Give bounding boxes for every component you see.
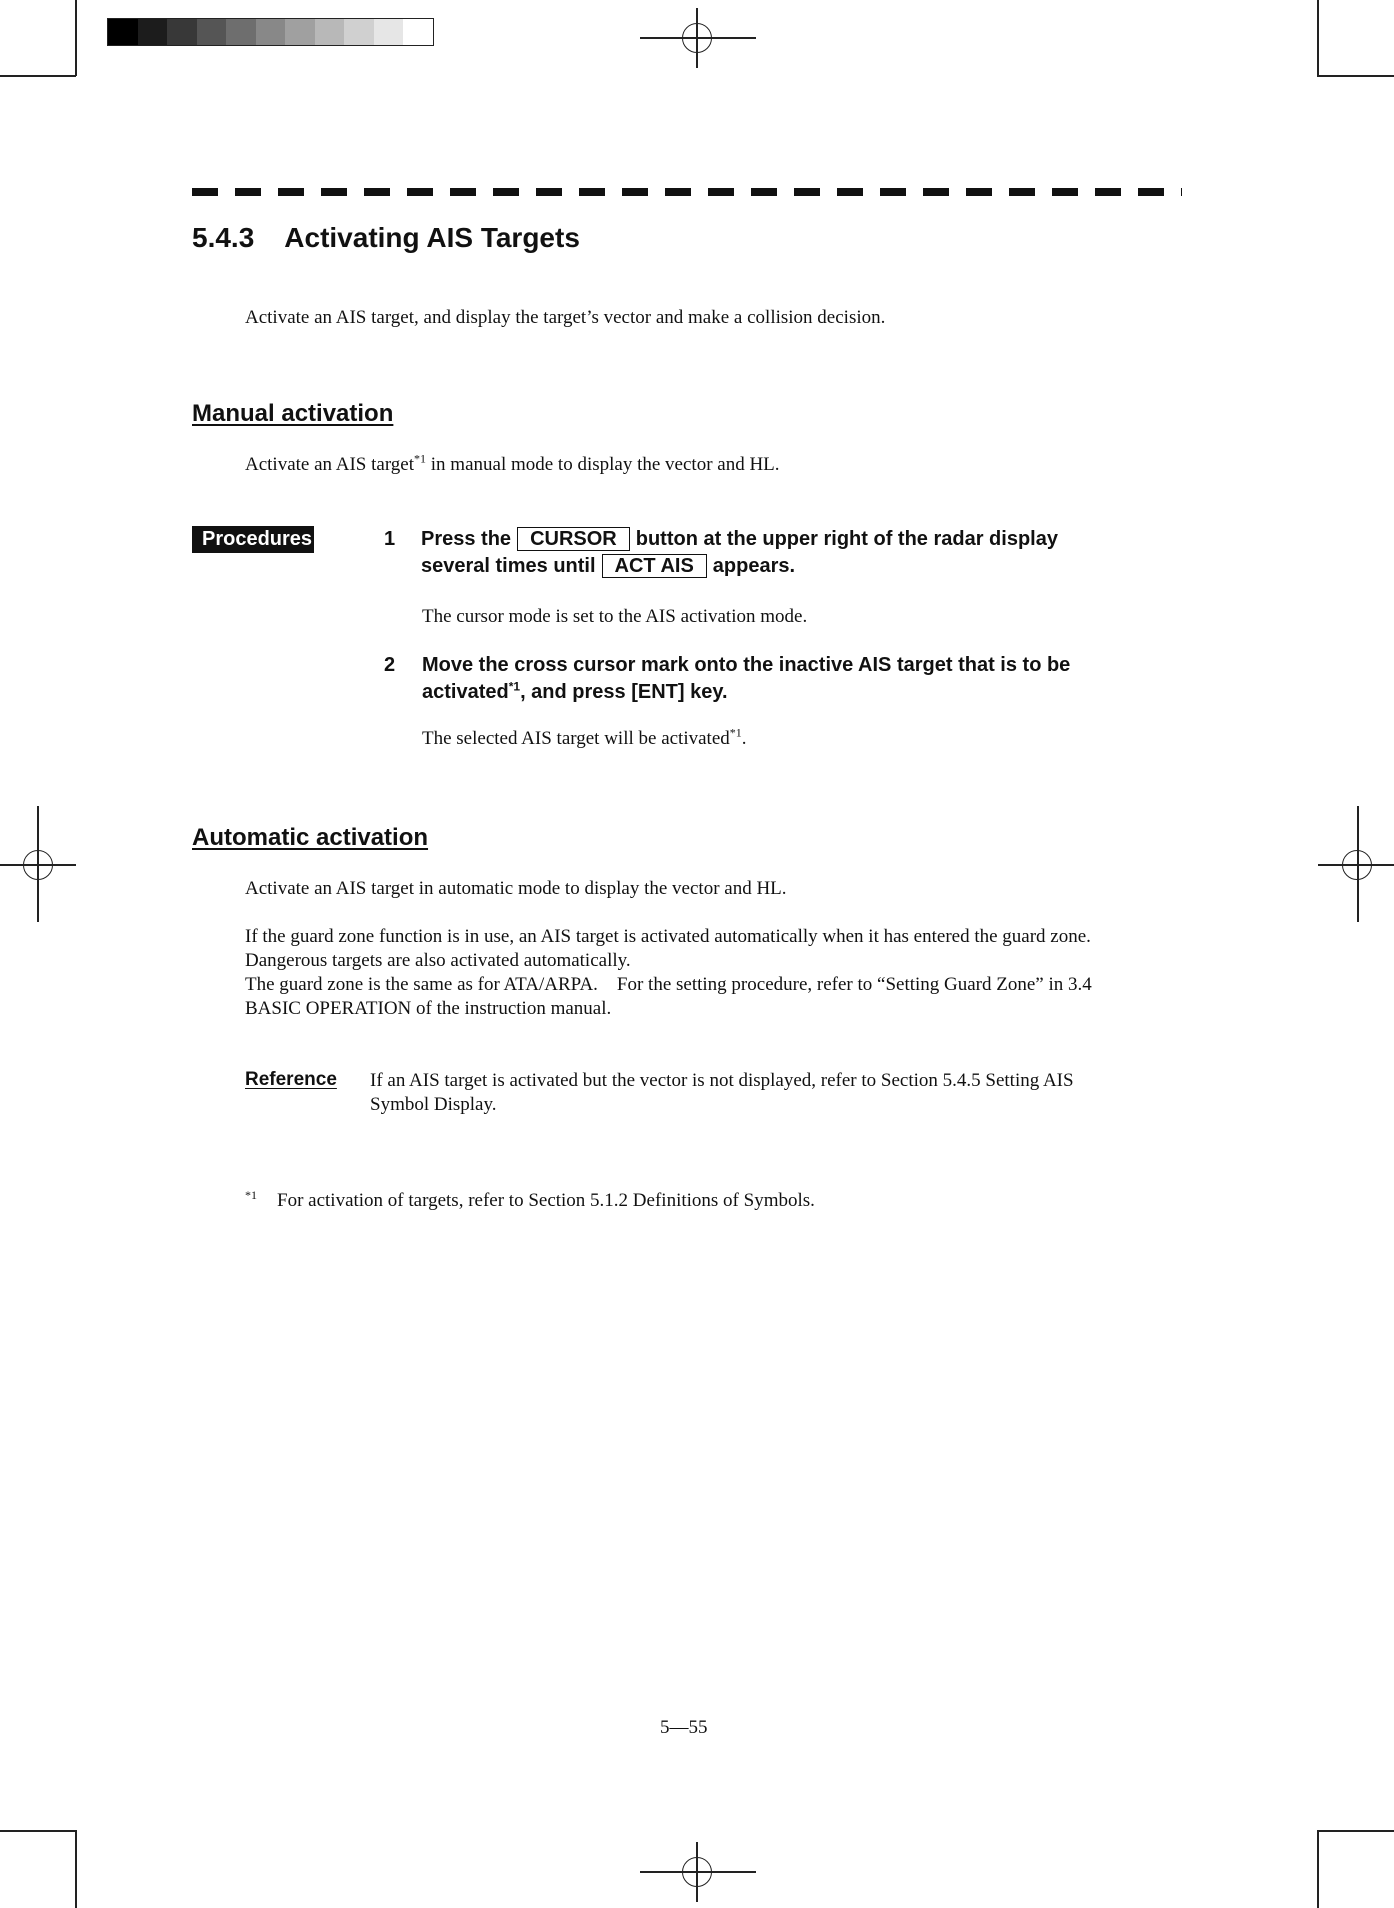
footnote-text: For activation of targets, refer to Section 5.1.2 Definitions of Symbols. — [277, 1190, 815, 1211]
section-title: Activating AIS Targets — [284, 222, 580, 253]
act-ais-key: ACT AIS — [602, 554, 707, 578]
automatic-activation-heading: Automatic activation — [192, 824, 429, 851]
section-number: 5.4.3 — [192, 222, 255, 253]
section-heading — [192, 222, 580, 254]
grayscale-calibration-bar — [107, 18, 434, 46]
reference-label: Reference — [245, 1069, 337, 1090]
guard-zone-paragraph: If the guard zone function is in use, an AIS target is activated automatically when it has entered the guard zone. Dangerous targets are also activated automatically. The guard zone is the same as for ATA/ARPA. For the setting procedure, refer to “Setting Guard Zone” in 3.4 BASIC OPERATION of the instruction manual. — [245, 926, 1092, 1019]
footnote-ref: *1 — [414, 451, 427, 466]
reference-text: If an AIS target is activated but the vector is not displayed, refer to Section 5.4.5 Setting AIS Symbol Display. — [370, 1070, 1074, 1115]
automatic-activation-text: Activate an AIS target in automatic mode to display the vector and HL. — [245, 878, 787, 899]
page-number: 5—55 — [660, 1717, 708, 1738]
step-1-result: The cursor mode is set to the AIS activation mode. — [422, 606, 808, 627]
section-intro: Activate an AIS target, and display the target’s vector and make a collision decision. — [245, 307, 886, 328]
procedures-label: Procedures — [192, 526, 314, 553]
section-divider — [192, 188, 1182, 196]
manual-activation-text: Activate an AIS target$^{*1}$ in manual mode to display the vector and HL. — [245, 451, 780, 475]
step-2-result: The selected AIS target will be activated$^{*1}$. — [422, 725, 747, 749]
footnote-ref: *1 — [508, 679, 521, 694]
step-2-instruction: Move the cross cursor mark onto the inactive AIS target that is to be activated$^{*1}$, and press [ENT] key. — [422, 654, 1071, 703]
footnote-mark: *1 — [245, 1187, 257, 1202]
step-number: 2 — [384, 654, 396, 676]
cursor-key: CURSOR — [517, 527, 630, 551]
step-1-instruction: Press the CURSOR button at the upper right of the radar display several times until ACT AIS appears. — [421, 528, 1058, 577]
footnote — [245, 1189, 815, 1213]
step-number: 1 — [384, 528, 396, 550]
footnote-ref: *1 — [729, 725, 742, 740]
manual-activation-heading: Manual activation — [192, 400, 394, 427]
